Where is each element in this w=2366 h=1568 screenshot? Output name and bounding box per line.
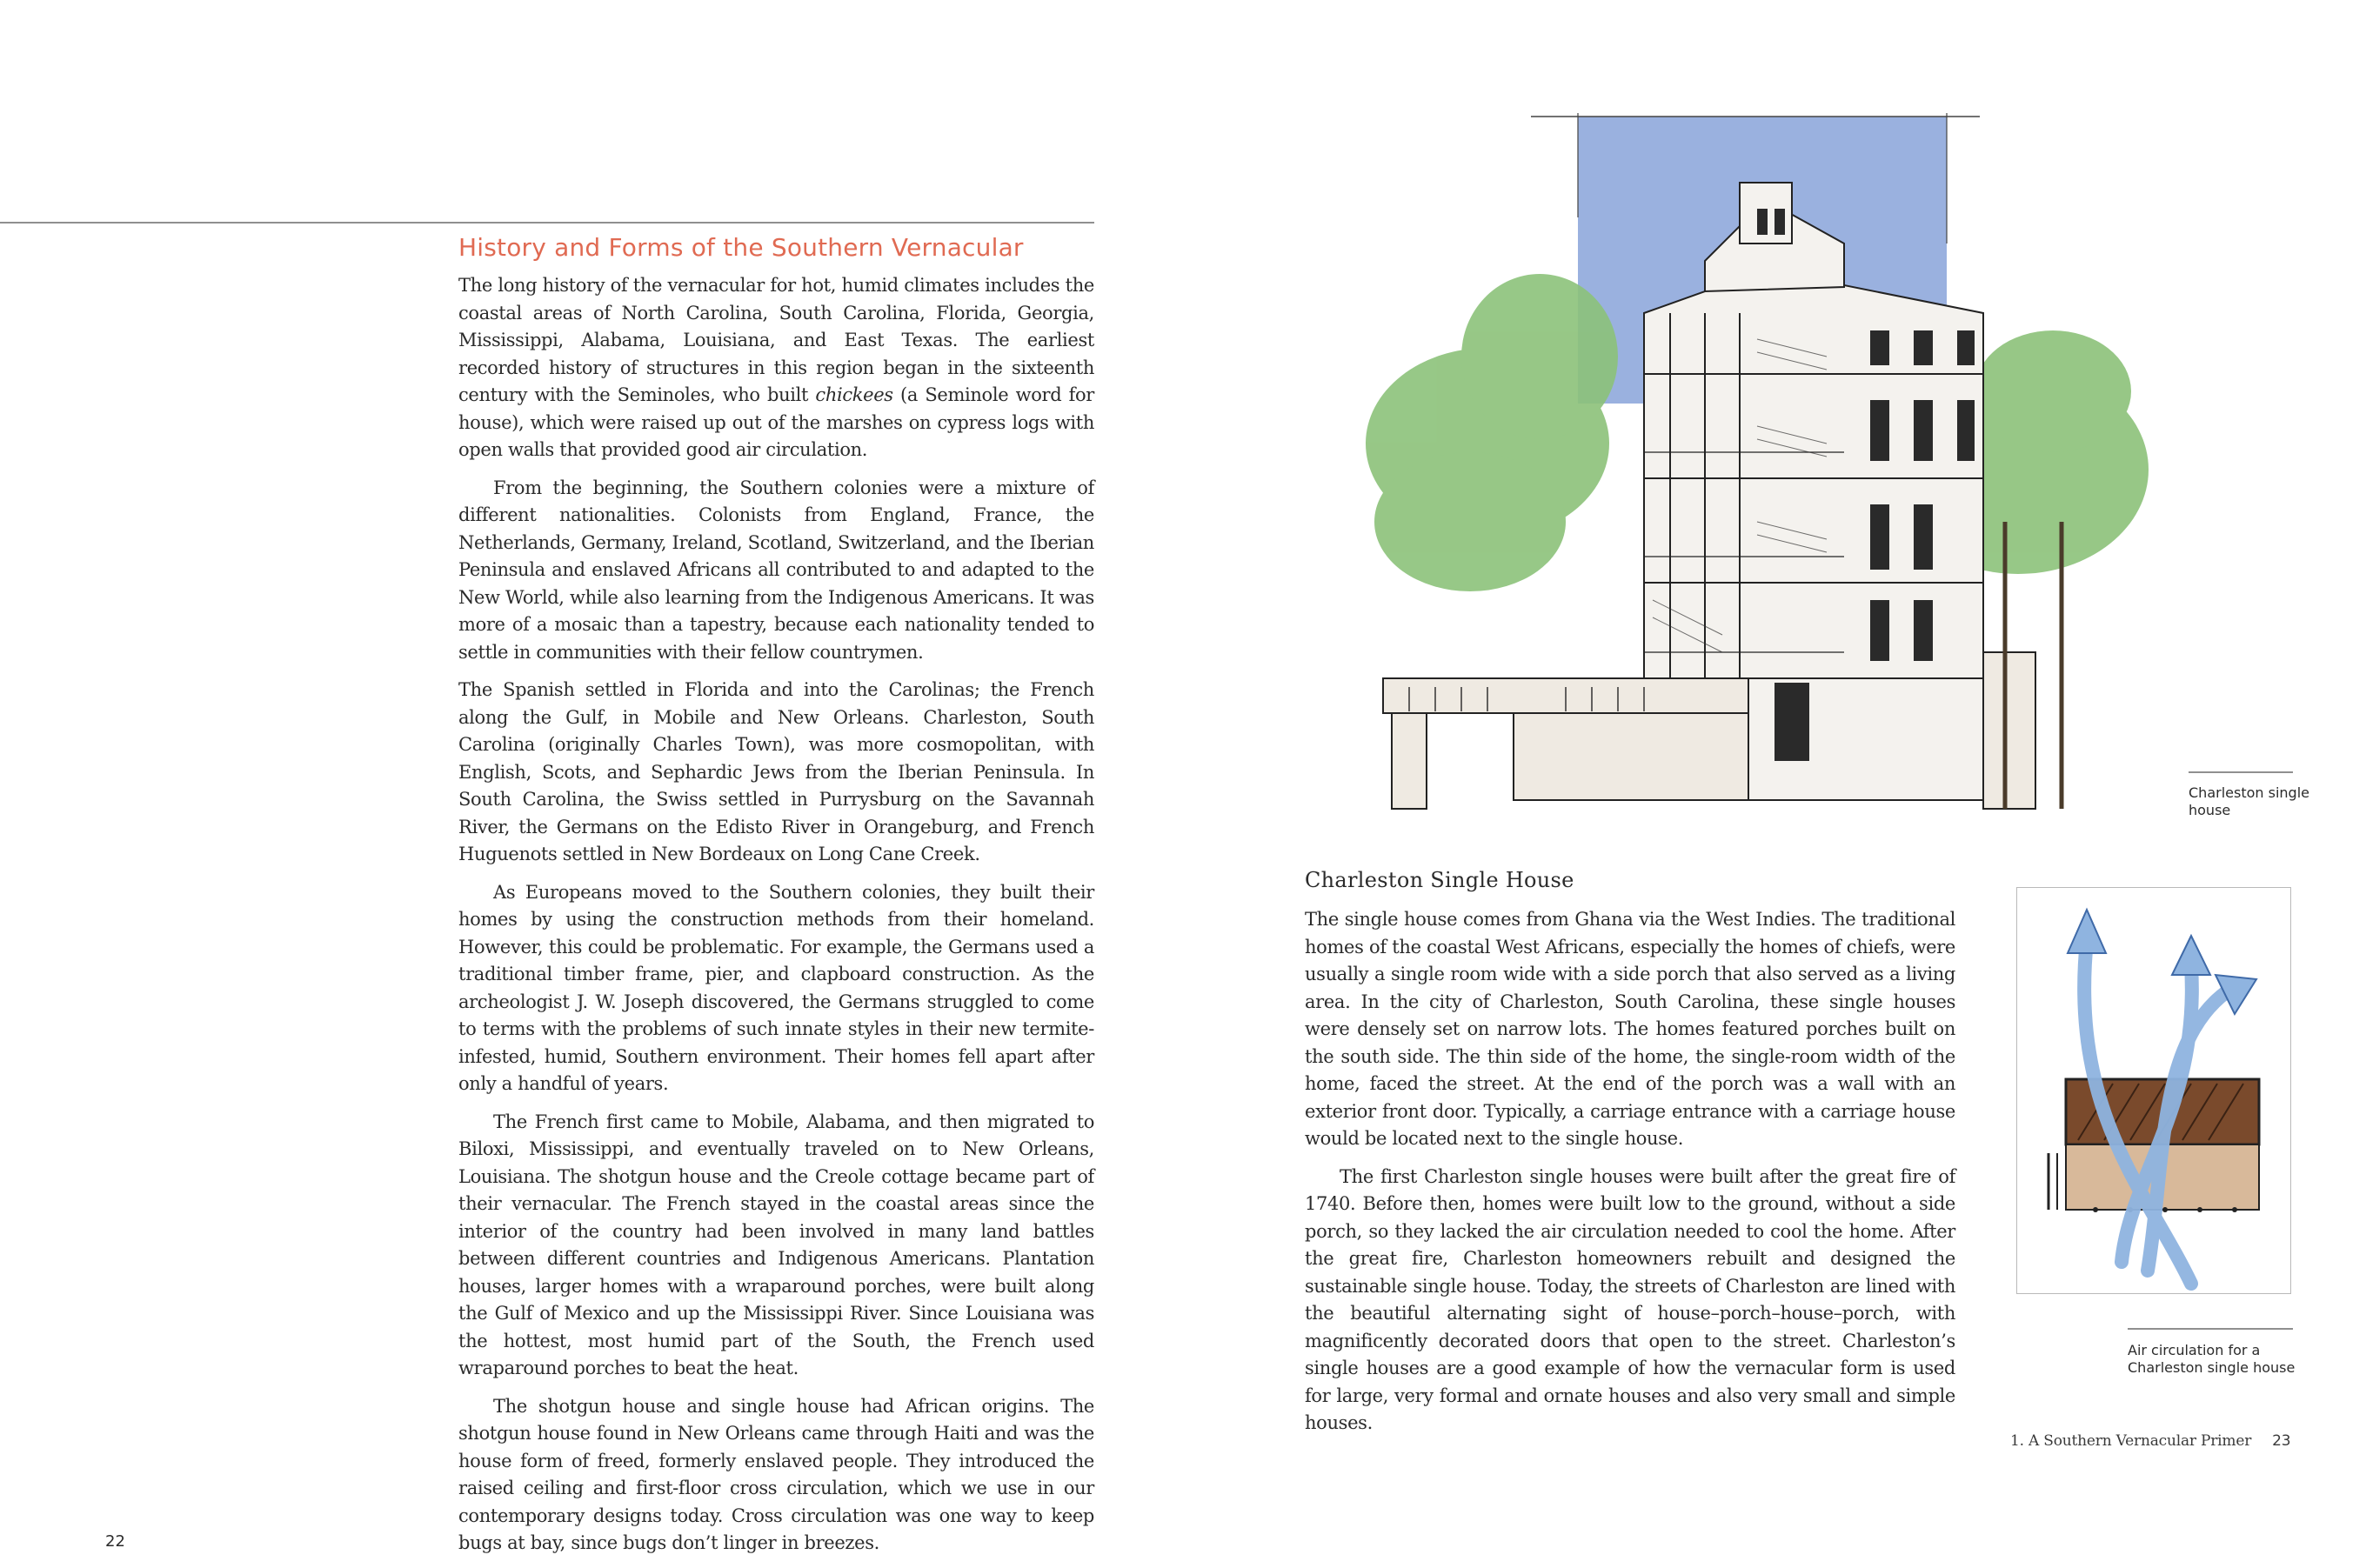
paragraph: From the beginning, the Southern colonies were a mixture of different nationalities. Colonists from England, France, the Netherlands, Germany, Ireland, Scotland, Switzerland, and the Iberian Peninsula and enslaved Africans all contributed to and adapted to the New World, while also learning from the Indigenous Americans. It was more of a mosaic than a tapestry, because each nationality tended to settle in communities with their fellow countrymen.: [458, 477, 1094, 663]
left-body-text: [458, 272, 1094, 1558]
sketch-caption: Charleston single house: [2189, 784, 2309, 818]
subsection-heading: Charleston Single House: [1305, 868, 1574, 892]
paragraph: The long history of the vernacular for hot, humid climates includes the coastal areas of North Carolina, South Carolina, Florida, Georgia, Mississippi, Alabama, Louisiana, and East Texas. The earliest recorded history of structures in this region began in the sixteenth century with the Seminoles, who built chickees (a Seminole word for house), which were raised up out of the marshes on cypress logs with open walls that provided good air circulation.: [458, 275, 1094, 460]
paragraph: The French first came to Mobile, Alabama, and then migrated to Biloxi, Mississippi, and eventually traveled on to New Orleans, Louisiana. The shotgun house and the Creole cottage became part of their vernacular. The French stayed in the coastal areas since the interior of the country had been involved in many land battles between different countries and Indigenous Americans. Plantation houses, larger homes with a wraparound porches, were built along the Gulf of Mexico and up the Mississippi River. Since Louisiana was the hottest, most humid part of the South, the French used wraparound porches to beat the heat.: [458, 1111, 1094, 1378]
paragraph: The Spanish settled in Florida and into the Carolinas; the French along the Gulf, in Mobile and New Orleans. Charleston, South Carolina (originally Charles Town), was more cosmopolitan, with English, Scots, and Sephardic Jews from the Iberian Peninsula. In South Carolina, the Swiss settled in Purrysburg on the Savannah River, the Germans on the Edisto River in Orangeburg, and French Huguenots settled in New Bordeaux on Long Cane Creek.: [458, 679, 1094, 864]
top-rule: [0, 222, 1094, 224]
emphasis: chickees: [815, 384, 893, 405]
section-heading: History and Forms of the Southern Vernacular: [458, 233, 1024, 262]
paragraph: The shotgun house and single house had African origins. The shotgun house found in New Orleans came through Haiti and was the house form of freed, formerly enslaved people. They introduced the raised ceiling and first-floor cross circulation, which we use in our contemporary designs today. Cross circulation was one way to keep bugs at bay, since bugs don’t linger in breezes.: [458, 1395, 1094, 1553]
chapter-title: 1. A Southern Vernacular Primer: [2010, 1432, 2252, 1450]
right-page-column: [1305, 868, 1955, 1448]
running-footer: [2010, 1432, 2290, 1450]
page-number-right: 23: [2272, 1432, 2291, 1450]
right-body-text: [1305, 906, 1955, 1438]
diagram-caption: Air circulation for a Charleston single house: [2128, 1342, 2296, 1376]
charleston-house-sketch: [1357, 113, 2206, 819]
caption-rule: [2128, 1328, 2293, 1330]
paragraph: The first Charleston single houses were built after the great fire of 1740. Before then, homes were built low to the ground, without a side porch, so they lacked the air circulation needed to cool the home. After the great fire, Charleston homeowners rebuilt and designed the sustainable single house. Today, the streets of Charleston are lined with the beautiful alternating sight of house–porch–house–porch, with magnificently decorated doors that open to the street. Charleston’s single houses are a good example of how the vernacular form is used for large, very formal and ornate houses and also very small and simple houses.: [1305, 1165, 1955, 1433]
caption-rule: [2189, 771, 2293, 773]
air-circulation-diagram: [2017, 888, 2289, 1292]
tree-left: [1366, 274, 1618, 591]
air-circulation-diagram-frame: [2016, 887, 2291, 1294]
page-number-left: 22: [105, 1532, 125, 1551]
paragraph: As Europeans moved to the Southern colonies, they built their homes by using the construction methods from their homeland. However, this could be problematic. For example, the Germans used a traditional timber frame, pier, and clapboard construction. As the archeologist J. W. Joseph discovered, the Germans struggled to come to terms with the problems of such innate styles in their new termite-infested, humid, Southern environment. Their homes fell apart after only a handful of years.: [458, 881, 1094, 1094]
paragraph: The single house comes from Ghana via the West Indies. The traditional homes of the coastal West Africans, especially the homes of chiefs, were usually a single room wide with a side porch that also served as a living area. In the city of Charleston, South Carolina, these single houses were densely set on narrow lots. The homes featured porches built on the south side. The thin side of the home, the single-room width of the home, faced the street. At the end of the porch was a wall with an exterior front door. Typically, a carriage entrance with a carriage house would be located next to the single house.: [1305, 909, 1955, 1149]
arrowhead: [2068, 910, 2106, 953]
left-page-column: [458, 233, 1094, 1568]
arrowhead: [2172, 936, 2210, 975]
